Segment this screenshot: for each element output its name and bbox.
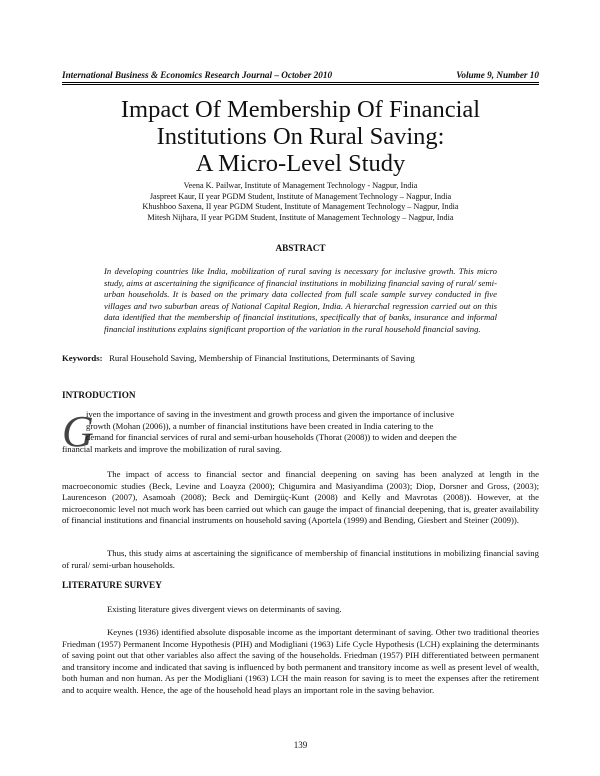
section-heading-introduction: INTRODUCTION [62,390,136,400]
author-line: Veena K. Pailwar, Institute of Management Technology - Nagpur, India [183,181,418,190]
author-line: Mitesh Nijhara, II year PGDM Student, Institute of Management Technology – Nagpur, India [147,212,454,222]
intro-paragraph-1 [62,409,539,455]
volume-number: Volume 9, Number 10 [456,70,539,80]
author-line: Khushboo Saxena, II year PGDM Student, Institute of Management Technology – Nagpur, India [142,202,459,211]
literature-paragraph-1: Existing literature gives divergent views on determinants of saving. [107,604,342,614]
author-line: Jaspreet Kaur, II year PGDM Student, Institute of Management Technology – Nagpur, India [149,191,452,201]
literature-paragraph-2: Keynes (1936) identified absolute disposable income as the important determinant of saving. Other two traditional theories Friedman (1957) Permanent Income Hypothesis (PIH) and Modigliani (1963) Life Cycle Hypothesis (LCH) explaining the determinants of saving point out that other variables also affect the saving of the households. Friedman (1957) PIH differentiated between permanent and transitory income and indicated that saving is influenced by both permanent and transitory income as well as present level of wealth, both human and non human. As per the Modigliani (1963) LCH the main reason for saving is to meet the expenses after the retirement and to acquire wealth. Hence, the age of the household head plays an important role in the saving behavior. [62,627,539,695]
keywords-label: Keywords: [62,353,103,363]
intro-line: demand for financial services of rural and semi-urban households (Thorat (2008)) to widen and deepen the [86,432,457,443]
section-heading-literature: LITERATURE SURVEY [62,580,162,590]
title-line: A Micro-Level Study [195,150,406,177]
intro-paragraph-2: The impact of access to financial sector and financial deepening on saving has been analyzed at length in the macroeconomic studies (Beck, Levine and Loayza (2000); Chigumira and Masiyandima (2003); Diop, Dorsner and Gross, (2003); Laurenceson (2007), Asamoah (2008); Beck and Demirgüç-Kunt (2008) and Kelly and Mavrotas (2008)). However, at the microeconomic level not much work has been carried out which can gauge the impact of financial deepening, that is, greater availability of financial institutions and financial instruments on household saving (Aportela (1999) and Bending, Giesbert and Steiner (2009)). [62,469,539,526]
intro-line: iven the importance of saving in the investment and growth process and given the importance of inclusive [86,409,455,419]
author-list [62,181,539,223]
keywords-text: Rural Household Saving, Membership of Financial Institutions, Determinants of Saving [109,353,415,363]
keywords [62,353,539,363]
page-number: 139 [293,740,308,750]
intro-line: growth (Mohan (2006)), a number of financial institutions have been created in India catering to the [86,420,434,431]
title-line: Institutions On Rural Saving: [156,123,445,150]
header-rule-double [62,84,539,85]
intro-line: financial markets and improve the mobilization of rural saving. [62,443,282,454]
drop-cap: G [62,407,94,456]
paper-title [62,96,539,177]
header-rule [62,82,539,83]
intro-paragraph-3: Thus, this study aims at ascertaining the significance of membership of financial institutions in mobilizing financial saving of rural/ semi-urban households. [62,548,539,570]
journal-name: International Business & Economics Research Journal – October 2010 [62,70,333,80]
running-header [62,70,539,80]
title-line: Impact Of Membership Of Financial [120,96,481,123]
abstract-heading: ABSTRACT [275,243,326,253]
abstract-text: In developing countries like India, mobilization of rural saving is necessary for inclusive growth. This micro study, aims at ascertaining the significance of financial institutions in mobilizing financial saving of rural/ semi-urban households. It is based on the primary data collected from full scale sample survey conducted in five villages and two suburban areas of National Capital Region, India. A hierarchal regression carried out on this data identified that the membership of financial institutions, specifically that of banks, insurance and informal financial institutions explains significant proportion of the variation in the rural household financial saving. [104,266,497,334]
